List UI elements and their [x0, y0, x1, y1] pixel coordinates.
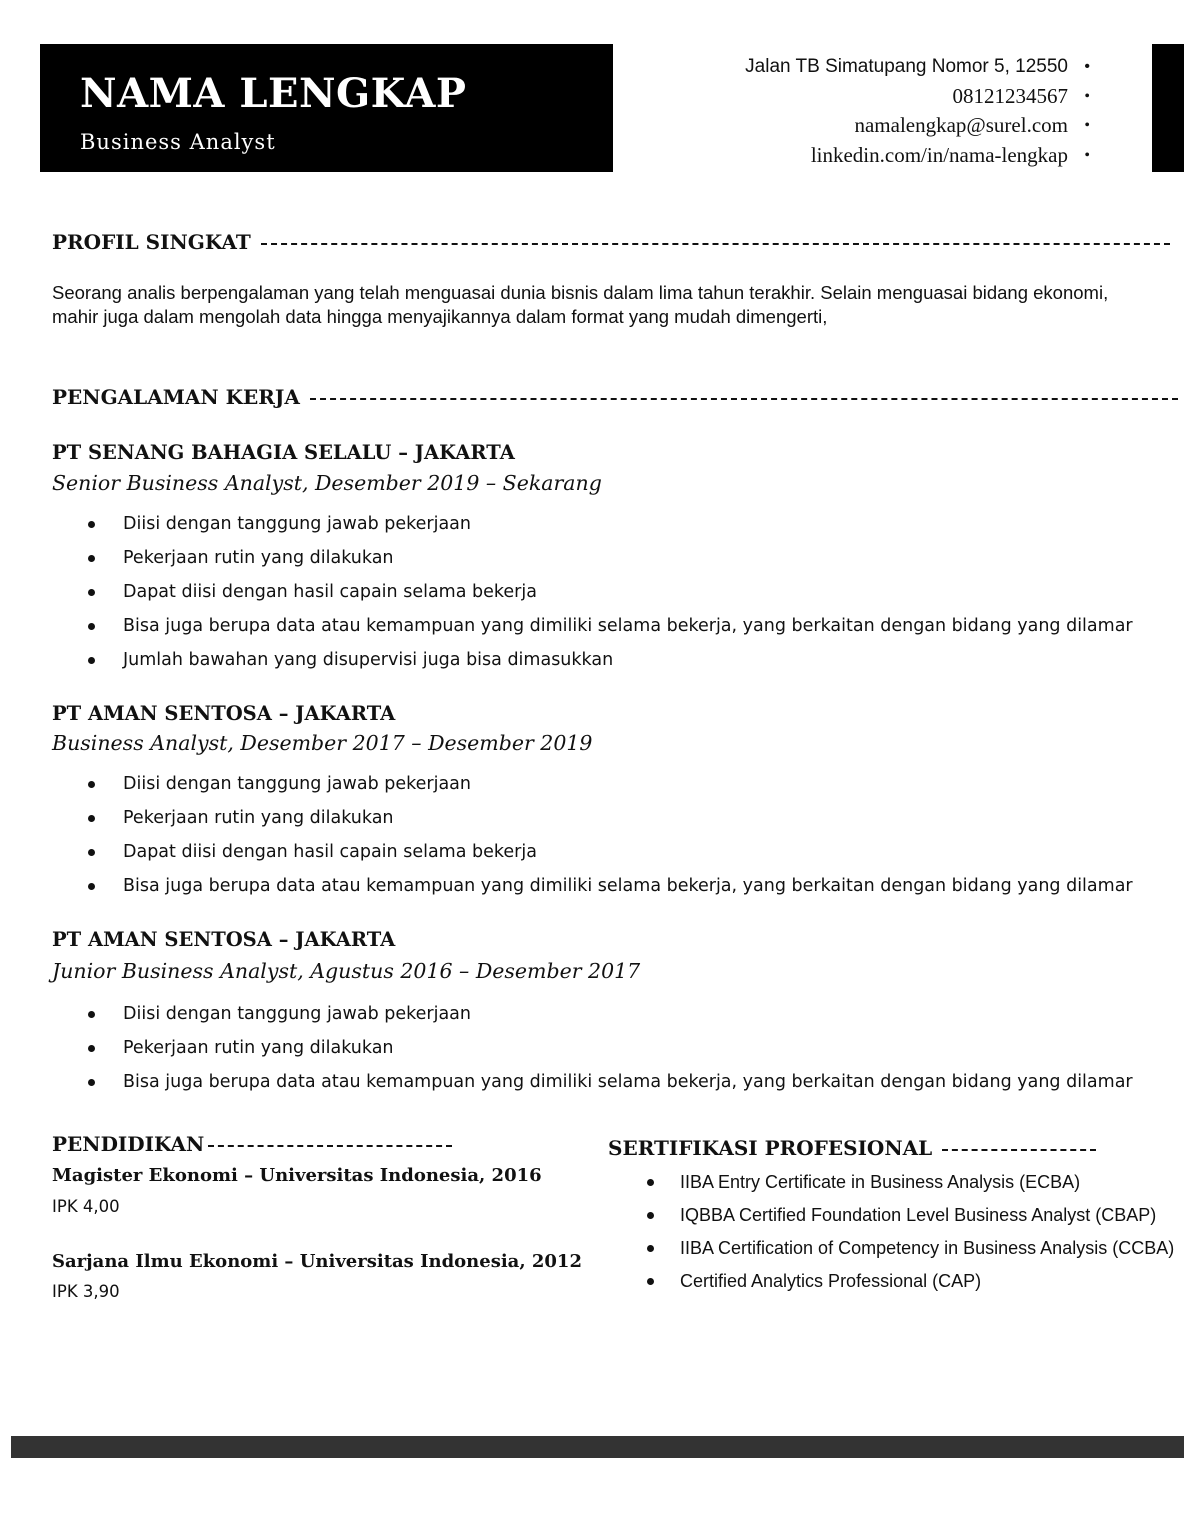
list-item: Jumlah bawahan yang disupervisi juga bisa dimasukkan — [88, 643, 1133, 677]
list-item: IIBA Certification of Competency in Business Analysis (CCBA) — [645, 1232, 1175, 1264]
contact-address: Jalan TB Simatupang Nomor 5, 12550 — [745, 56, 1068, 77]
list-item: IIBA Entry Certificate in Business Analysis (ECBA) — [645, 1166, 1175, 1198]
dashed-rule — [310, 398, 1178, 400]
job-company: PT AMAN SENTOSA – JAKARTA — [52, 928, 396, 951]
job-duties-list — [88, 767, 1133, 903]
education-heading — [52, 1132, 452, 1156]
list-item: Diisi dengan tanggung jawab pekerjaan — [88, 767, 1133, 801]
dashed-rule — [261, 243, 1170, 245]
job-role: Business Analyst, Desember 2017 – Desember 2019 — [52, 731, 593, 755]
bullet-icon: • — [1084, 58, 1090, 75]
list-item: Pekerjaan rutin yang dilakukan — [88, 1031, 1133, 1065]
list-item: Bisa juga berupa data atau kemampuan yang dimiliki selama bekerja, yang berkaitan dengan bidang yang dilamar — [88, 869, 1133, 903]
profile-text: Seorang analis berpengalaman yang telah menguasai dunia bisnis dalam lima tahun terakhir. Selain menguasai bidang ekonomi, mahir juga dalam mengolah data hingga menyajikannya dalam format yang mudah dimengerti, — [52, 282, 1109, 327]
bullet-icon: • — [1084, 117, 1090, 135]
job-company: PT SENANG BAHAGIA SELALU – JAKARTA — [52, 441, 515, 464]
list-item: Bisa juga berupa data atau kemampuan yang dimiliki selama bekerja, yang berkaitan dengan bidang yang dilamar — [88, 609, 1133, 643]
profile-heading — [52, 230, 1170, 254]
experience-heading-text: PENGALAMAN KERJA — [52, 385, 300, 409]
contact-linkedin-row — [745, 141, 1090, 171]
job-title: Business Analyst — [80, 130, 276, 154]
job-duties-list — [88, 997, 1133, 1099]
list-item: Pekerjaan rutin yang dilakukan — [88, 801, 1133, 835]
education-degree: Sarjana Ilmu Ekonomi – Universitas Indonesia, 2012 — [52, 1251, 582, 1272]
list-item: Dapat diisi dengan hasil capain selama bekerja — [88, 835, 1133, 869]
experience-heading — [52, 385, 1178, 409]
job-role: Junior Business Analyst, Agustus 2016 – Desember 2017 — [52, 959, 641, 983]
list-item: Bisa juga berupa data atau kemampuan yang dimiliki selama bekerja, yang berkaitan dengan bidang yang dilamar — [88, 1065, 1133, 1099]
education-gpa: IPK 4,00 — [52, 1197, 120, 1216]
contact-linkedin: linkedin.com/in/nama-lengkap — [810, 143, 1068, 168]
list-item: IQBBA Certified Foundation Level Business Analyst (CBAP) — [645, 1199, 1175, 1231]
job-duties-list — [88, 507, 1133, 677]
footer-bar — [11, 1436, 1184, 1458]
dashed-rule — [942, 1149, 1096, 1151]
header-accent-bar — [1152, 44, 1184, 172]
certifications-list — [645, 1166, 1175, 1298]
contact-email-row — [745, 111, 1090, 141]
list-item: Pekerjaan rutin yang dilakukan — [88, 541, 1133, 575]
list-item: Dapat diisi dengan hasil capain selama bekerja — [88, 575, 1133, 609]
education-degree: Magister Ekonomi – Universitas Indonesia, 2016 — [52, 1165, 542, 1186]
bullet-icon: • — [1084, 147, 1090, 165]
education-heading-text: PENDIDIKAN — [52, 1132, 205, 1156]
list-item: Diisi dengan tanggung jawab pekerjaan — [88, 507, 1133, 541]
contact-address-row — [745, 52, 1090, 82]
list-item: Certified Analytics Professional (CAP) — [645, 1265, 1175, 1297]
full-name: NAMA LENGKAP — [80, 70, 467, 117]
certifications-heading — [608, 1136, 1096, 1160]
contact-block — [745, 52, 1090, 171]
education-gpa: IPK 3,90 — [52, 1282, 120, 1301]
certifications-heading-text: SERTIFIKASI PROFESIONAL — [608, 1136, 933, 1160]
bullet-icon: • — [1084, 87, 1090, 105]
job-role: Senior Business Analyst, Desember 2019 – Sekarang — [52, 471, 602, 495]
contact-phone: 08121234567 — [952, 83, 1068, 108]
list-item: Diisi dengan tanggung jawab pekerjaan — [88, 997, 1133, 1031]
job-company: PT AMAN SENTOSA – JAKARTA — [52, 702, 396, 725]
contact-email: namalengkap@surel.com — [854, 113, 1068, 138]
contact-phone-row — [745, 82, 1090, 112]
name-banner — [40, 44, 613, 172]
profile-heading-text: PROFIL SINGKAT — [52, 230, 251, 254]
dashed-rule — [208, 1145, 452, 1147]
